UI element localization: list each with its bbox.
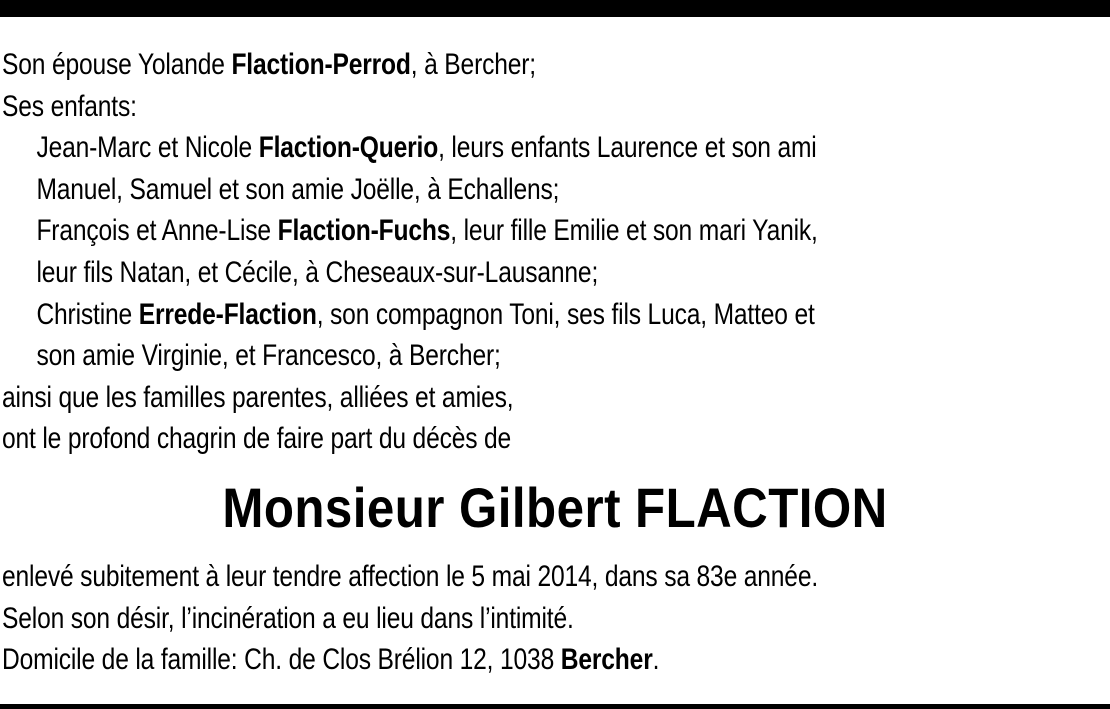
domicile-suffix: . <box>652 643 660 677</box>
child-3-line <box>2 294 909 336</box>
spouse-suffix: , à Bercher; <box>410 48 536 81</box>
death-line: enlevé subitement à leur tendre affection le 5 mai 2014, dans sa 83e année. <box>2 559 819 593</box>
child-2-surname: Flaction-Fuchs <box>277 214 451 248</box>
child-1-continuation <box>2 169 909 211</box>
ceremony-line: Selon son désir, l’incinération a eu lieu dans l’intimité. <box>2 601 574 635</box>
child-3-surname: Errede-Flaction <box>138 297 317 331</box>
child-3-continuation-text: son amie Virginie, et Francesco, à Bercher; <box>36 339 501 373</box>
deceased-name: Monsieur Gilbert FLACTION <box>222 475 888 539</box>
child-2-line <box>2 210 909 252</box>
child-2-suffix: , leur fille Emilie et son mari Yanik, <box>450 214 818 248</box>
top-border-rule <box>0 0 1110 17</box>
child-1-continuation-text: Manuel, Samuel et son amie Joëlle, à Echallens; <box>36 172 560 206</box>
child-3-suffix: , son compagnon Toni, ses fils Luca, Matteo et <box>316 297 815 331</box>
child-3-continuation <box>2 335 909 377</box>
child-2-continuation <box>2 252 909 294</box>
obituary-notice <box>2 44 1108 681</box>
child-2-prefix: François et Anne-Lise <box>36 214 278 248</box>
children-label: Ses enfants: <box>2 89 137 123</box>
child-1-prefix: Jean-Marc et Nicole <box>36 131 259 165</box>
child-3-prefix: Christine <box>36 297 139 331</box>
child-1-suffix: , leurs enfants Laurence et son ami <box>438 131 817 165</box>
child-2-continuation-text: leur fils Natan, et Cécile, à Cheseaux-sur-Lausanne; <box>36 255 599 289</box>
bottom-border-rule <box>0 704 1110 709</box>
child-1-line <box>2 127 909 169</box>
domicile-city: Bercher <box>560 643 653 677</box>
domicile-prefix: Domicile de la famille: Ch. de Clos Brélion 12, 1038 <box>2 643 561 677</box>
relatives-line: ainsi que les familles parentes, alliées et amies, <box>2 380 514 414</box>
spouse-surname: Flaction-Perrod <box>231 48 411 81</box>
child-1-surname: Flaction-Querio <box>258 131 439 165</box>
domicile-line <box>2 639 909 681</box>
spouse-line <box>2 44 909 86</box>
spouse-prefix: Son épouse Yolande <box>2 48 232 81</box>
announcement-line: ont le profond chagrin de faire part du décès de <box>2 422 512 456</box>
